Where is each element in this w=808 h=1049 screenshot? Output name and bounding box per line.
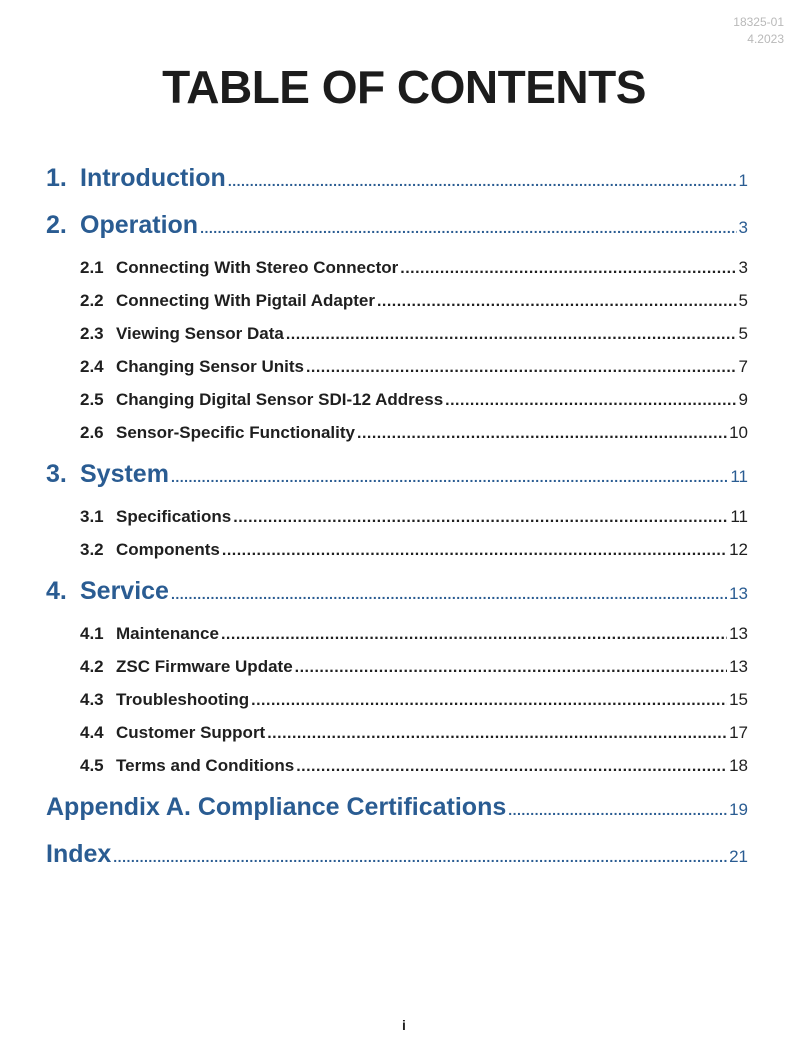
- index-title: Index: [46, 840, 112, 868]
- chapter-number: 4.: [46, 577, 67, 605]
- toc-section-4-4[interactable]: [46, 723, 748, 756]
- section-number: 4.4: [80, 723, 104, 742]
- section-number: 4.5: [80, 756, 104, 775]
- page-number: 1: [738, 171, 748, 190]
- page-number: 11: [730, 467, 748, 486]
- page-number: 12: [729, 540, 748, 559]
- dot-leader: [228, 173, 737, 189]
- dot-leader: [200, 220, 736, 236]
- section-title: Viewing Sensor Data: [116, 324, 284, 343]
- appendix-title: Appendix A. Compliance Certifications: [46, 793, 507, 821]
- toc-section-4-1[interactable]: [46, 624, 748, 657]
- page-number: 13: [729, 624, 748, 643]
- dot-leader: [171, 469, 728, 485]
- chapter-number: 3.: [46, 460, 67, 488]
- section-title: Connecting With Stereo Connector: [116, 258, 399, 277]
- page-title: TABLE OF CONTENTS: [162, 61, 646, 113]
- dot-leader: [222, 542, 727, 560]
- chapter-title: Service: [80, 577, 169, 605]
- section-number: 3.2: [80, 540, 104, 559]
- page-number: 18: [729, 756, 748, 775]
- dot-leader: [221, 626, 727, 644]
- page-number: 15: [729, 690, 748, 709]
- section-number: 2.6: [80, 423, 104, 442]
- toc-section-4-2[interactable]: [46, 657, 748, 690]
- dot-leader: [445, 392, 736, 410]
- section-number: 2.3: [80, 324, 104, 343]
- page-number: 3: [738, 258, 748, 277]
- dot-leader: [171, 586, 727, 602]
- footer-page-number: i: [402, 1017, 406, 1033]
- toc-section-3-2[interactable]: [46, 540, 748, 573]
- section-number: 4.3: [80, 690, 104, 709]
- table-of-contents: [46, 164, 748, 887]
- section-number: 2.2: [80, 291, 104, 310]
- page-number: 9: [738, 390, 748, 409]
- section-number: 2.1: [80, 258, 104, 277]
- toc-chapter-introduction[interactable]: [46, 164, 748, 211]
- doc-date: 4.2023: [747, 32, 784, 46]
- dot-leader: [296, 758, 727, 776]
- section-title: Connecting With Pigtail Adapter: [116, 291, 375, 310]
- page-number: 10: [729, 423, 748, 442]
- page-number: 7: [738, 357, 748, 376]
- dot-leader: [267, 725, 727, 743]
- toc-section-2-5[interactable]: [46, 390, 748, 423]
- toc-appendix-a[interactable]: [46, 793, 748, 840]
- chapter-number: 2.: [46, 211, 67, 239]
- dot-leader: [306, 359, 737, 377]
- section-title: Customer Support: [116, 723, 266, 742]
- page-number: 5: [738, 291, 748, 310]
- section-number: 2.5: [80, 390, 104, 409]
- dot-leader: [295, 659, 727, 677]
- section-title: Changing Sensor Units: [116, 357, 304, 376]
- page-number: 13: [729, 657, 748, 676]
- doc-id: 18325-01: [733, 15, 784, 29]
- chapter-title: System: [80, 460, 169, 488]
- toc-section-2-1[interactable]: [46, 258, 748, 291]
- section-number: 2.4: [80, 357, 104, 376]
- page-number: 21: [729, 847, 748, 866]
- chapter-number: 1.: [46, 164, 67, 192]
- dot-leader: [357, 425, 727, 443]
- section-title: ZSC Firmware Update: [116, 657, 293, 676]
- section-title: Terms and Conditions: [116, 756, 295, 775]
- chapter-title: Operation: [80, 211, 199, 239]
- dot-leader: [113, 849, 727, 865]
- page-number: 5: [738, 324, 748, 343]
- toc-section-4-3[interactable]: [46, 690, 748, 723]
- section-number: 4.1: [80, 624, 104, 643]
- dot-leader: [508, 802, 727, 818]
- toc-section-3-1[interactable]: [46, 507, 748, 540]
- toc-section-4-5[interactable]: [46, 756, 748, 789]
- toc-chapter-system[interactable]: [46, 460, 748, 507]
- section-number: 3.1: [80, 507, 104, 526]
- toc-chapter-operation[interactable]: [46, 211, 748, 258]
- dot-leader: [400, 260, 736, 278]
- dot-leader: [377, 293, 737, 311]
- section-title: Sensor-Specific Functionality: [116, 423, 355, 442]
- section-title: Maintenance: [116, 624, 219, 643]
- section-title: Components: [116, 540, 220, 559]
- section-title: Specifications: [116, 507, 232, 526]
- toc-section-2-6[interactable]: [46, 423, 748, 456]
- page-number: 3: [738, 218, 748, 237]
- section-title: Troubleshooting: [116, 690, 250, 709]
- page-number: 13: [729, 584, 748, 603]
- page-number: 19: [729, 800, 748, 819]
- page-number: 17: [729, 723, 748, 742]
- toc-section-2-3[interactable]: [46, 324, 748, 357]
- dot-leader: [251, 692, 727, 710]
- dot-leader: [286, 326, 737, 344]
- toc-section-2-2[interactable]: [46, 291, 748, 324]
- toc-section-2-4[interactable]: [46, 357, 748, 390]
- section-title: Changing Digital Sensor SDI-12 Address: [116, 390, 444, 409]
- dot-leader: [233, 509, 728, 527]
- section-number: 4.2: [80, 657, 104, 676]
- toc-chapter-service[interactable]: [46, 577, 748, 624]
- toc-index[interactable]: [46, 840, 748, 887]
- page-number: 11: [730, 507, 748, 526]
- document-number: [733, 14, 784, 48]
- chapter-title: Introduction: [80, 164, 226, 192]
